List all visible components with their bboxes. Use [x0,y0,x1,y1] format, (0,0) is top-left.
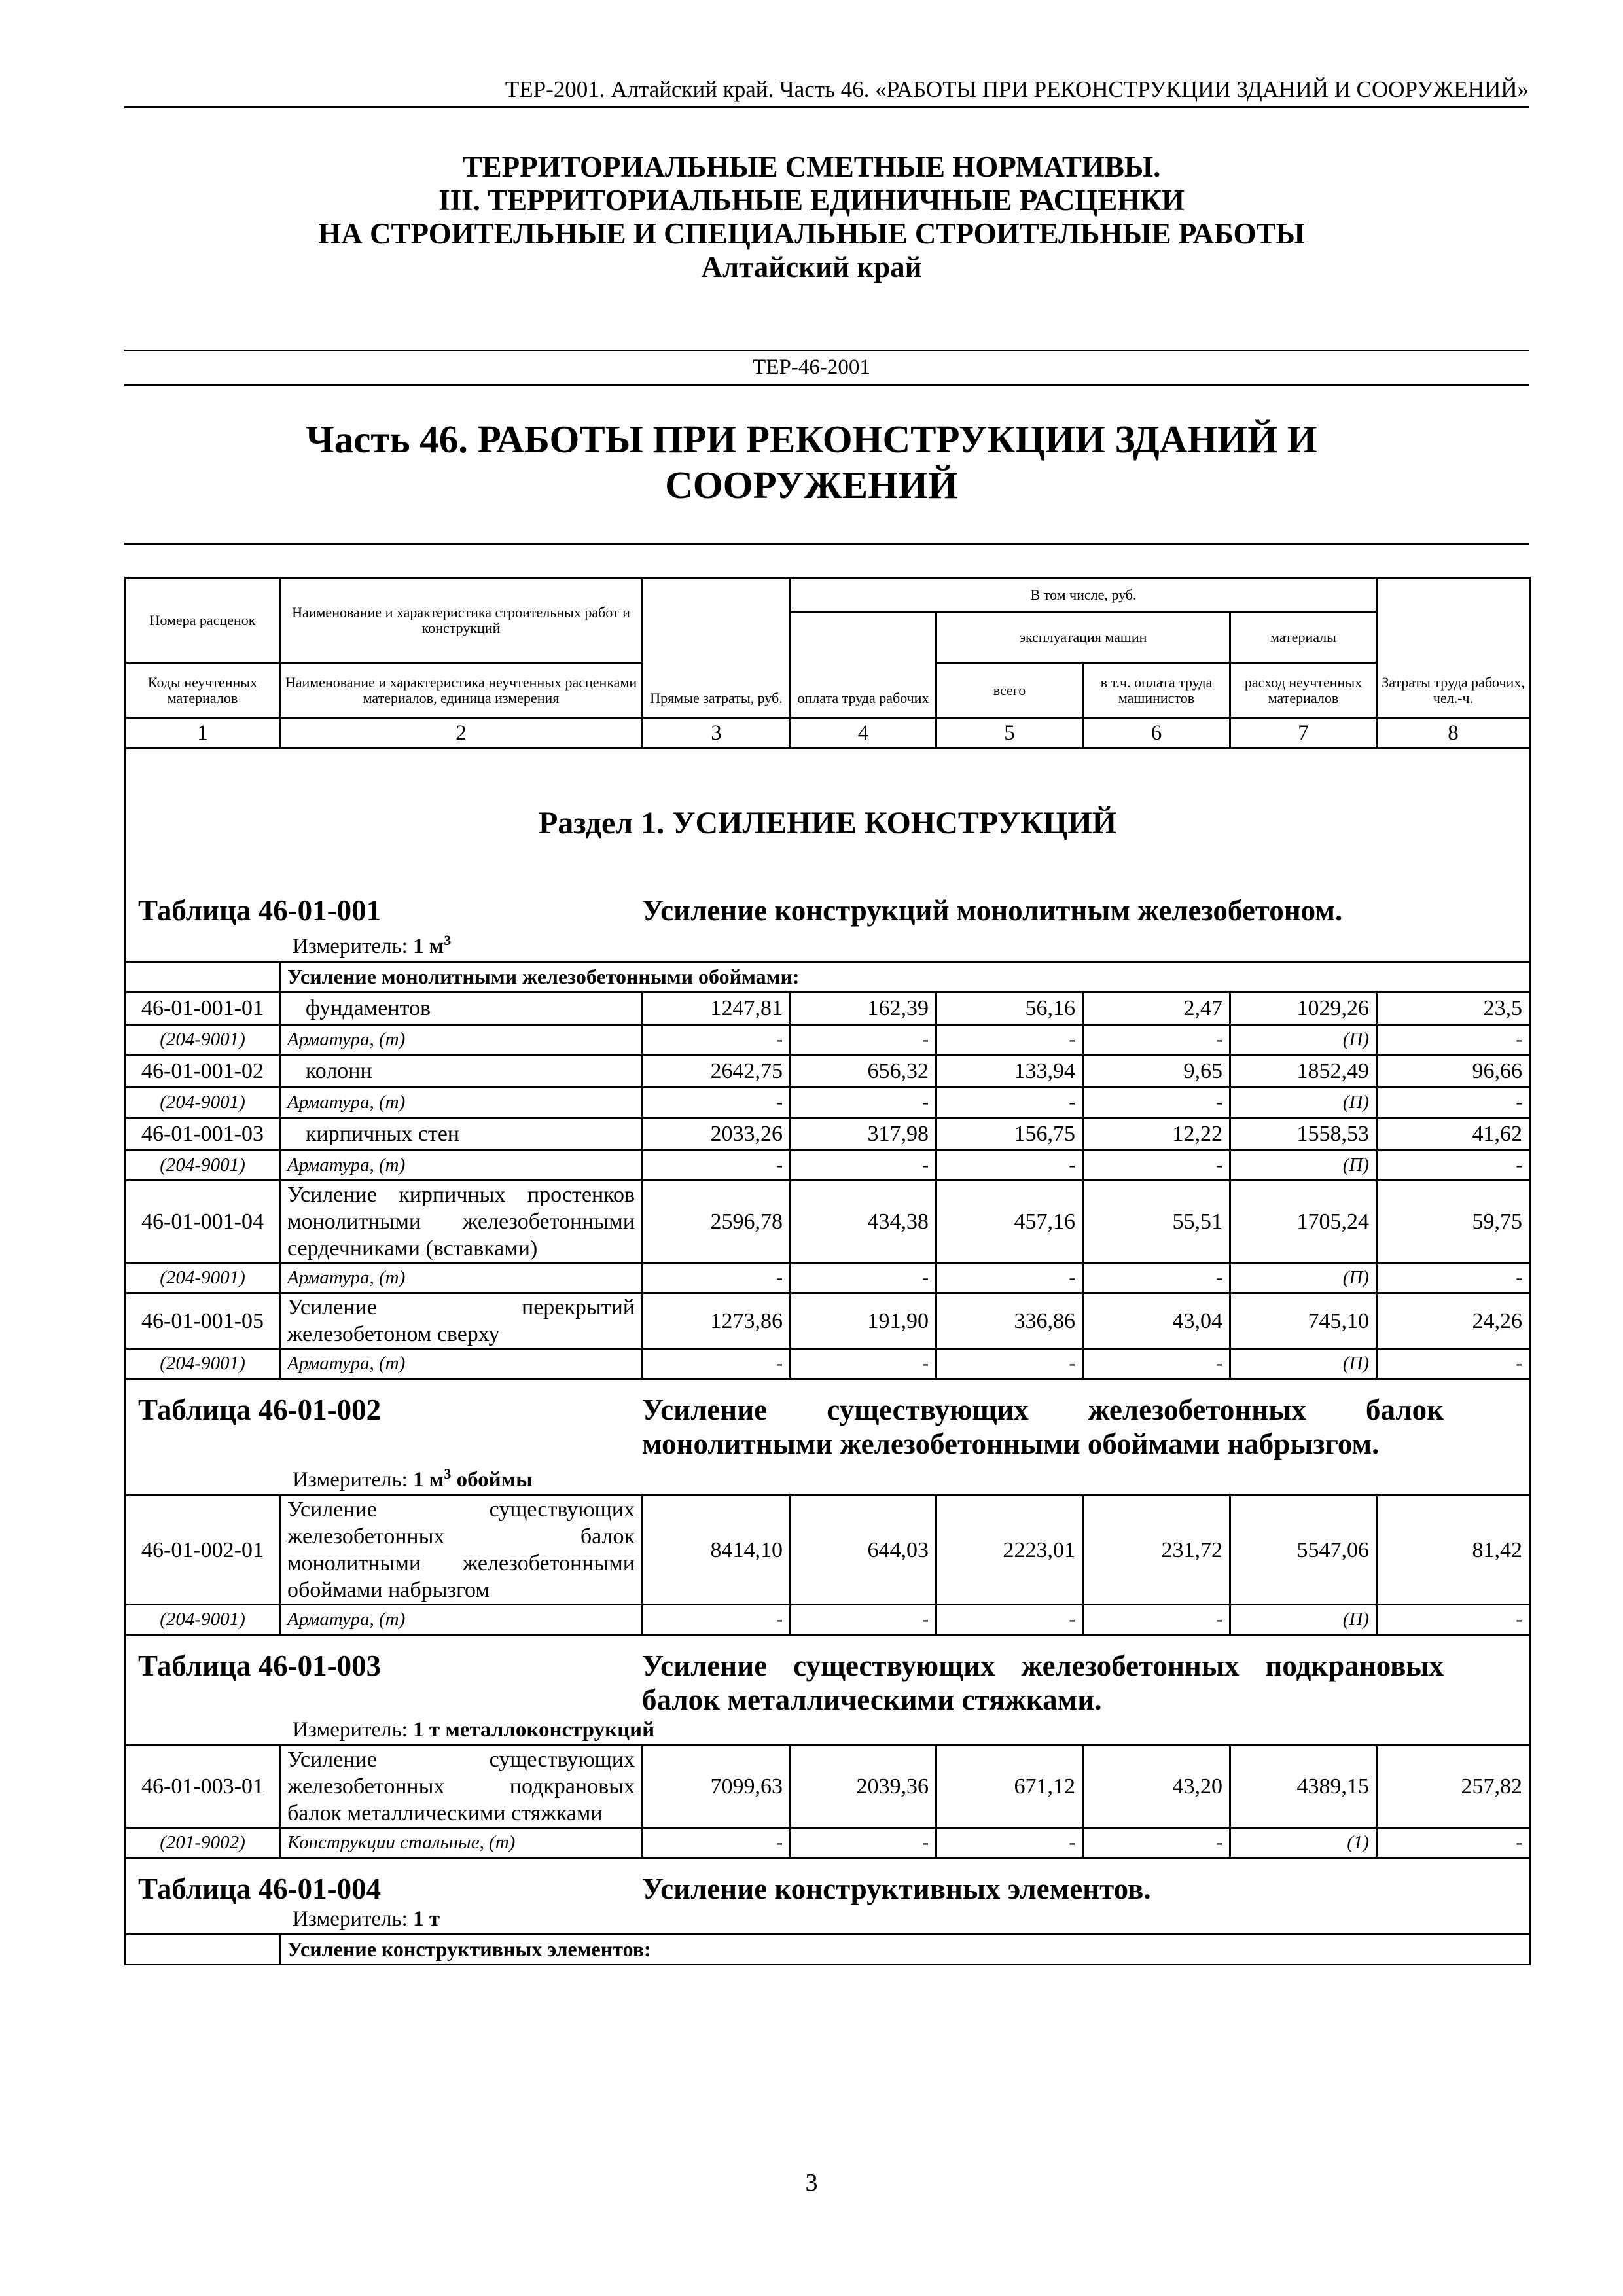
measure-suffix: обоймы [456,1468,533,1492]
material-value-cell: - [791,1263,936,1293]
section-title: Раздел 1. УСИЛЕНИЕ КОНСТРУКЦИЙ [538,806,1117,840]
title-line-1: ТЕРРИТОРИАЛЬНЫЕ СМЕТНЫЕ НОРМАТИВЫ. [462,151,1161,183]
column-number: 5 [936,718,1083,749]
column-number: 1 [126,718,280,749]
material-name: Арматура, (т) [280,1263,643,1293]
table-heading-cell [126,1379,1530,1496]
table-title-block [126,1859,1529,1906]
work-name: Усиление кирпичных простенков монолитными железобетонными сердечниками (вставками) [280,1181,643,1263]
table-heading-cell [126,1635,1530,1746]
material-code: (204-9001) [126,1349,280,1379]
material-value-cell: - [1377,1025,1530,1055]
table-heading-cell [126,749,1530,962]
material-value-cell: - [1083,1349,1230,1379]
measure-value: 1 м [413,935,444,958]
measure-label: Измеритель: [293,1468,408,1492]
measure-value: 1 м [413,1468,444,1492]
material-value-cell: - [1083,1263,1230,1293]
value-cell: 156,75 [936,1118,1083,1151]
material-name: Арматура, (т) [280,1025,643,1055]
measure-value: 1 т металлоконструкций [413,1718,655,1742]
rate-code: 46-01-001-04 [126,1181,280,1263]
material-value-cell: - [643,1151,791,1181]
value-cell: 656,32 [791,1055,936,1088]
material-row [126,1349,1530,1379]
value-cell: 7099,63 [643,1746,791,1828]
material-value-cell: - [1083,1828,1230,1858]
title-line-2: III. ТЕРРИТОРИАЛЬНЫЕ ЕДИНИЧНЫЕ РАСЦЕНКИ [438,184,1185,217]
material-value-cell: - [936,1151,1083,1181]
table-title: Усиление конструкций монолитным железобетоном. [642,894,1343,927]
rate-code: 46-01-001-03 [126,1118,280,1151]
measure-value: 1 т [413,1907,440,1931]
material-value-cell: - [643,1828,791,1858]
value-cell: 59,75 [1377,1181,1530,1263]
title-line-4: Алтайский край [701,251,922,283]
value-cell: 43,04 [1083,1293,1230,1349]
table-number: Таблица 46-01-002 [138,1393,382,1426]
material-value-cell: - [1377,1828,1530,1858]
column-number: 7 [1230,718,1377,749]
material-value-cell: - [1083,1151,1230,1181]
value-cell: 231,72 [1083,1496,1230,1605]
table-title-block [126,889,1529,927]
header-materials: материалы [1230,612,1377,663]
material-value-cell: - [1377,1263,1530,1293]
table-row [126,992,1530,1025]
value-cell: 2596,78 [643,1181,791,1263]
table-row [126,1293,1530,1349]
header-labor-pay: оплата труда рабочих [791,612,936,718]
value-cell: 336,86 [936,1293,1083,1349]
empty-cell [126,962,280,992]
header-in-total: В том числе, руб. [791,578,1377,612]
header-machine-total: всего [936,663,1083,718]
material-code: (204-9001) [126,1025,280,1055]
part-title-line-2: СООРУЖЕНИЙ [665,463,958,507]
measure-line [126,1461,1529,1494]
value-cell: 671,12 [936,1746,1083,1828]
value-cell: 81,42 [1377,1496,1530,1605]
work-name: Усиление перекрытий железобетоном сверху [280,1293,643,1349]
material-value-cell: - [1377,1088,1530,1118]
material-name: Арматура, (т) [280,1605,643,1635]
material-name: Арматура, (т) [280,1349,643,1379]
material-value-cell: - [791,1605,936,1635]
value-cell: 24,26 [1377,1293,1530,1349]
work-name: колонн [280,1055,643,1088]
measure-line [126,1717,1529,1744]
rate-code: 46-01-001-01 [126,992,280,1025]
value-cell: 43,20 [1083,1746,1230,1828]
column-number: 8 [1377,718,1530,749]
material-value-cell: - [936,1025,1083,1055]
measure-label: Измеритель: [293,1907,408,1931]
material-name: Конструкции стальные, (т) [280,1828,643,1858]
material-code: (204-9001) [126,1605,280,1635]
page-number: 3 [805,2169,818,2197]
value-cell: 55,51 [1083,1181,1230,1263]
material-value-cell: - [936,1605,1083,1635]
subheading: Усиление конструктивных элементов: [280,1935,1530,1965]
measure-line [126,927,1529,961]
rate-code: 46-01-002-01 [126,1496,280,1605]
material-value-cell: - [791,1151,936,1181]
table-title: Усиление существующих железобетонных балок монолитными железобетонными обоймами набрызгом. [642,1393,1444,1460]
table-title-block [126,1636,1529,1717]
table-title-block [126,1380,1529,1461]
material-value-cell: (П) [1230,1025,1377,1055]
material-value-cell: - [1083,1025,1230,1055]
value-cell: 162,39 [791,992,936,1025]
value-cell: 1247,81 [643,992,791,1025]
part-title [0,416,1623,508]
material-row [126,1088,1530,1118]
material-value-cell: - [643,1349,791,1379]
work-name: Усиление существующих железобетонных подкрановых балок металлическими стяжками [280,1746,643,1828]
work-name: Усиление существующих железобетонных балок монолитными железобетонными обоймами набрызгом [280,1496,643,1605]
material-code: (201-9002) [126,1828,280,1858]
material-value-cell: - [643,1263,791,1293]
material-row [126,1605,1530,1635]
header-direct-costs: Прямые затраты, руб. [643,578,791,718]
material-name: Арматура, (т) [280,1151,643,1181]
value-cell: 2,47 [1083,992,1230,1025]
material-value-cell: (1) [1230,1828,1377,1858]
value-cell: 1029,26 [1230,992,1377,1025]
value-cell: 257,82 [1377,1746,1530,1828]
header-machinist-pay: в т.ч. оплата труда машинистов [1083,663,1230,718]
value-cell: 12,22 [1083,1118,1230,1151]
value-cell: 8414,10 [643,1496,791,1605]
material-value-cell: - [791,1025,936,1055]
work-name: фундаментов [280,992,643,1025]
table-heading-cell [126,1858,1530,1935]
header-labor-costs: Затраты труда рабочих, чел.-ч. [1377,578,1530,718]
table-row [126,1118,1530,1151]
table-row [126,1746,1530,1828]
table-row [126,1055,1530,1088]
measure-superscript: 3 [444,1465,452,1482]
table-number: Таблица 46-01-004 [138,1873,382,1905]
header-unaccounted-consumption: расход неучтенных материалов [1230,663,1377,718]
measure-line [126,1906,1529,1933]
rate-code: 46-01-001-05 [126,1293,280,1349]
column-number: 6 [1083,718,1230,749]
value-cell: 96,66 [1377,1055,1530,1088]
rates-table [124,577,1531,1965]
material-row [126,1151,1530,1181]
material-value-cell: - [791,1088,936,1118]
material-value-cell: (П) [1230,1263,1377,1293]
value-cell: 1558,53 [1230,1118,1377,1151]
measure-superscript: 3 [444,932,452,948]
table-row [126,1496,1530,1605]
value-cell: 41,62 [1377,1118,1530,1151]
rule-bottom [124,543,1529,545]
value-cell: 191,90 [791,1293,936,1349]
material-value-cell: - [936,1088,1083,1118]
rate-code: 46-01-003-01 [126,1746,280,1828]
header-rate-numbers: Номера расценок [126,578,280,663]
header-unaccounted-codes: Коды неучтенных материалов [126,663,280,718]
value-cell: 434,38 [791,1181,936,1263]
table-number: Таблица 46-01-003 [138,1649,382,1682]
column-number: 4 [791,718,936,749]
value-cell: 2039,36 [791,1746,936,1828]
main-title [0,151,1623,284]
value-cell: 5547,06 [1230,1496,1377,1605]
material-value-cell: (П) [1230,1605,1377,1635]
material-code: (204-9001) [126,1151,280,1181]
value-cell: 56,16 [936,992,1083,1025]
document-code: ТЕР-46-2001 [753,355,870,379]
running-header: ТЕР-2001. Алтайский край. Часть 46. «РАБОТЫ ПРИ РЕКОНСТРУКЦИИ ЗДАНИЙ И СООРУЖЕНИЙ» [124,73,1529,108]
material-value-cell: - [643,1605,791,1635]
column-number: 3 [643,718,791,749]
material-value-cell: - [1377,1349,1530,1379]
measure-label: Измеритель: [293,935,408,958]
material-value-cell: - [936,1349,1083,1379]
rule-top [124,350,1529,351]
material-row [126,1025,1530,1055]
material-value-cell: (П) [1230,1349,1377,1379]
rate-code: 46-01-001-02 [126,1055,280,1088]
value-cell: 2223,01 [936,1496,1083,1605]
table-number: Таблица 46-01-001 [138,894,382,927]
value-cell: 1705,24 [1230,1181,1377,1263]
title-line-3: НА СТРОИТЕЛЬНЫЕ И СПЕЦИАЛЬНЫЕ СТРОИТЕЛЬНЫЕ РАБОТЫ [318,217,1305,250]
value-cell: 644,03 [791,1496,936,1605]
table-row [126,1181,1530,1263]
material-value-cell: - [791,1828,936,1858]
material-value-cell: - [1377,1151,1530,1181]
value-cell: 4389,15 [1230,1746,1377,1828]
table-title: Усиление существующих железобетонных подкрановых балок металлическими стяжками. [642,1649,1444,1716]
value-cell: 133,94 [936,1055,1083,1088]
material-code: (204-9001) [126,1088,280,1118]
value-cell: 1852,49 [1230,1055,1377,1088]
header-work-name: Наименование и характеристика строительных работ и конструкций [280,578,643,663]
value-cell: 2642,75 [643,1055,791,1088]
header-unaccounted-name: Наименование и характеристика неучтенных расценками материалов, единица измерения [280,663,643,718]
material-row [126,1263,1530,1293]
material-value-cell: - [1083,1088,1230,1118]
value-cell: 23,5 [1377,992,1530,1025]
material-value-cell: - [936,1263,1083,1293]
material-value-cell: - [1377,1605,1530,1635]
rule-middle [124,384,1529,386]
empty-cell [126,1935,280,1965]
material-value-cell: (П) [1230,1088,1377,1118]
value-cell: 317,98 [791,1118,936,1151]
subheading: Усиление монолитными железобетонными обоймами: [280,962,1530,992]
value-cell: 1273,86 [643,1293,791,1349]
material-name: Арматура, (т) [280,1088,643,1118]
value-cell: 457,16 [936,1181,1083,1263]
material-value-cell: - [643,1025,791,1055]
material-row [126,1828,1530,1858]
work-name: кирпичных стен [280,1118,643,1151]
column-number: 2 [280,718,643,749]
material-value-cell: - [936,1828,1083,1858]
measure-label: Измеритель: [293,1718,408,1742]
material-value-cell: - [643,1088,791,1118]
material-value-cell: (П) [1230,1151,1377,1181]
material-code: (204-9001) [126,1263,280,1293]
table-title: Усиление конструктивных элементов. [642,1873,1151,1905]
material-value-cell: - [1083,1605,1230,1635]
value-cell: 9,65 [1083,1055,1230,1088]
value-cell: 2033,26 [643,1118,791,1151]
material-value-cell: - [791,1349,936,1379]
part-title-line-1: Часть 46. РАБОТЫ ПРИ РЕКОНСТРУКЦИИ ЗДАНИЙ И [306,418,1317,461]
header-machine-operation: эксплуатация машин [936,612,1230,663]
value-cell: 745,10 [1230,1293,1377,1349]
